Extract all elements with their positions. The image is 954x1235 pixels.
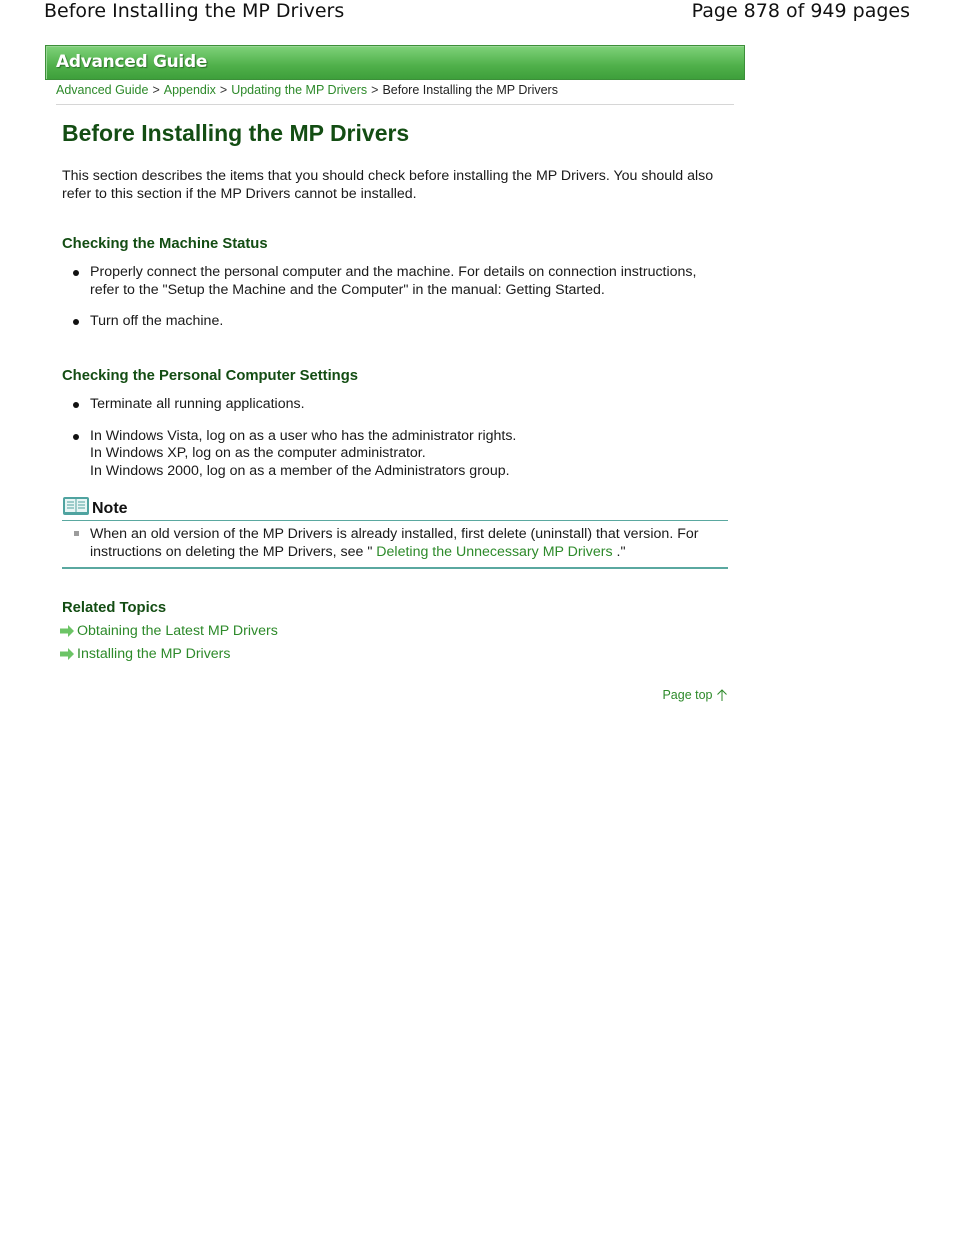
intro-paragraph: This section describes the items that you should check before installing the MP Drivers. You should also refer to this section if the MP Drivers cannot be installed. [62, 168, 714, 202]
breadcrumb-separator: > [219, 83, 228, 97]
square-bullet-icon [74, 531, 79, 536]
bullet-dot-icon [73, 270, 79, 276]
main-content [62, 120, 728, 702]
section-machine-status [62, 236, 728, 331]
bullet-dot-icon [73, 319, 79, 325]
list-item: In Windows Vista, log on as a user who has the administrator rights. In Windows XP, log on as the computer administrator. In Windows 2000, log on as a member of the Administrators group. [62, 428, 728, 481]
breadcrumb-updating-mp-drivers[interactable]: Updating the MP Drivers [231, 83, 368, 97]
document-title: Before Installing the MP Drivers [44, 0, 345, 22]
page-top [662, 688, 728, 702]
note-box [62, 495, 728, 569]
page-title: Before Installing the MP Drivers [62, 120, 410, 146]
note-divider [62, 520, 728, 521]
arrow-right-icon [60, 648, 75, 660]
related-link-item [62, 645, 728, 668]
banner-title: Advanced Guide [56, 52, 208, 72]
section-pc-settings [62, 368, 728, 480]
link-deleting-unnecessary-mp-drivers[interactable]: Deleting the Unnecessary MP Drivers [376, 544, 613, 560]
page-top-link[interactable]: Page top [662, 688, 713, 702]
note-item: When an old version of the MP Drivers is already installed, first delete (uninstall) that version. For instructions on deleting the MP Drivers, see " Deleting the Unnecessary MP Drivers ." [90, 525, 720, 561]
breadcrumb-appendix[interactable]: Appendix [163, 83, 216, 97]
list-item: Turn off the machine. [62, 313, 728, 331]
breadcrumb-separator: > [371, 83, 379, 97]
list-item: Terminate all running applications. [62, 396, 728, 414]
section-heading: Checking the Personal Computer Settings [62, 368, 358, 384]
breadcrumb-advanced-guide[interactable]: Advanced Guide [56, 83, 149, 97]
breadcrumb-separator: > [152, 83, 160, 97]
breadcrumb [56, 83, 734, 97]
link-installing-mp-drivers[interactable]: Installing the MP Drivers [77, 646, 231, 662]
arrow-up-icon[interactable] [716, 689, 728, 701]
list-item: Properly connect the personal computer and the machine. For details on connection instructions, refer to the "Setup the Machine and the Computer" in the manual: Getting Started. [62, 264, 728, 299]
breadcrumb-current: Before Installing the MP Drivers [382, 83, 558, 97]
bullet-list [62, 264, 728, 331]
related-link-item [62, 622, 728, 645]
arrow-right-icon [60, 625, 75, 637]
related-heading: Related Topics [62, 600, 167, 616]
page-counter: Page 878 of 949 pages [691, 0, 910, 22]
bullet-list [62, 396, 728, 480]
bullet-dot-icon [73, 434, 79, 440]
section-heading: Checking the Machine Status [62, 236, 268, 252]
bullet-dot-icon [73, 402, 79, 408]
open-book-icon [62, 495, 90, 517]
note-label: Note [92, 500, 128, 517]
page-header [0, 0, 954, 30]
advanced-guide-banner [45, 45, 745, 80]
related-topics [62, 600, 728, 668]
link-obtaining-latest-mp-drivers[interactable]: Obtaining the Latest MP Drivers [77, 623, 278, 639]
breadcrumb-divider [56, 104, 734, 105]
